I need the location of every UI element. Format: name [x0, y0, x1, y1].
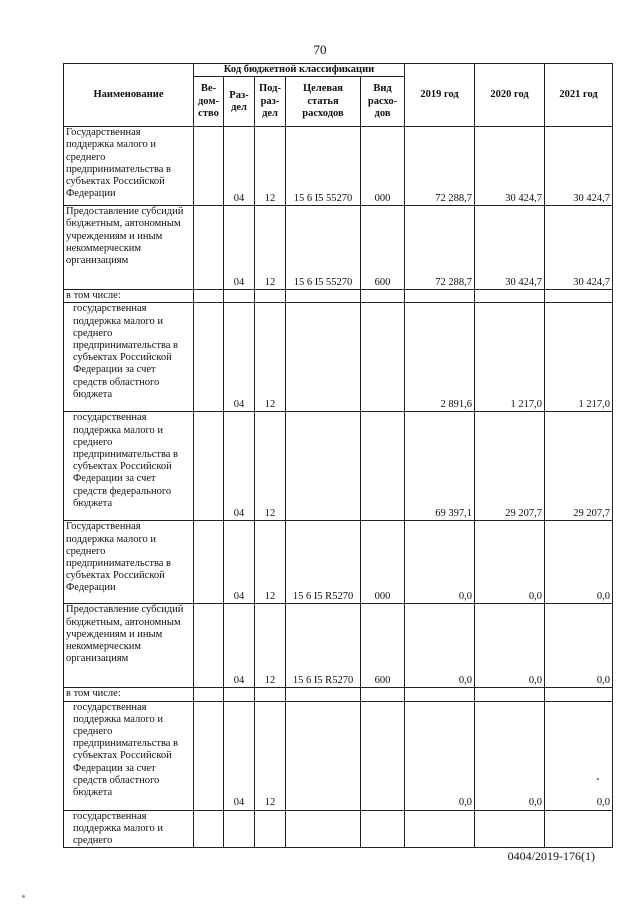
cell-value-2020 — [475, 810, 545, 848]
cell-value-2021: 1 217,0 — [545, 303, 613, 412]
page-number: 70 — [313, 42, 327, 57]
header-2019: 2019 год — [405, 64, 475, 127]
cell-vedomstvo — [194, 521, 224, 604]
header-vid-rashodov: Вид расхо-дов — [361, 77, 405, 127]
table-row — [64, 290, 613, 303]
cell-vid-rashodov: 000 — [361, 521, 405, 604]
cell-name: государственная поддержка малого и среднего предпринимательства в субъектах Российской Федерации за счет средств федерального бюджета — [64, 412, 194, 521]
cell-podrazdel: 12 — [255, 604, 286, 688]
table-row — [64, 521, 613, 604]
table-row — [64, 701, 613, 810]
cell-value-2021: 30 424,7 — [545, 127, 613, 206]
cell-value-2020: 0,0 — [475, 521, 545, 604]
table-row — [64, 688, 613, 701]
cell-vid-rashodov: 600 — [361, 604, 405, 688]
cell-value-2019: 0,0 — [405, 604, 475, 688]
cell-vedomstvo — [194, 688, 224, 701]
cell-name: в том числе: — [64, 290, 194, 303]
table-row — [64, 206, 613, 290]
budget-table — [63, 63, 613, 848]
cell-vedomstvo — [194, 604, 224, 688]
cell-podrazdel: 12 — [255, 701, 286, 810]
document-code: 0404/2019-176(1) — [507, 849, 595, 863]
header-budget-code: Код бюджетной классификации — [194, 64, 405, 77]
header-vedomstvo: Ве-дом-ство — [194, 77, 224, 127]
cell-razdel: 04 — [224, 701, 255, 810]
table-row — [64, 604, 613, 688]
cell-podrazdel — [255, 810, 286, 848]
header-razdel: Раз-дел — [224, 77, 255, 127]
cell-value-2021 — [545, 290, 613, 303]
table-body — [64, 127, 613, 848]
cell-vid-rashodov — [361, 303, 405, 412]
cell-value-2019: 2 891,6 — [405, 303, 475, 412]
table-row — [64, 127, 613, 206]
cell-celevaya-statya — [286, 688, 361, 701]
cell-vid-rashodov — [361, 290, 405, 303]
cell-name: государственная поддержка малого и среднего предпринимательства в субъектах Российской Федерации за счет средств областного бюджета — [64, 701, 194, 810]
header-podrazdel: Под-раз-дел — [255, 77, 286, 127]
scan-speck — [597, 778, 599, 780]
cell-razdel: 04 — [224, 521, 255, 604]
cell-value-2020: 0,0 — [475, 701, 545, 810]
cell-vid-rashodov: 600 — [361, 206, 405, 290]
cell-name: Предоставление субсидий бюджетным, автономным учреждениям и иным некоммерческим организациям — [64, 604, 194, 688]
cell-value-2021 — [545, 810, 613, 848]
cell-razdel — [224, 810, 255, 848]
cell-razdel: 04 — [224, 303, 255, 412]
cell-podrazdel: 12 — [255, 206, 286, 290]
cell-celevaya-statya: 15 6 I5 55270 — [286, 127, 361, 206]
cell-vid-rashodov — [361, 412, 405, 521]
cell-vid-rashodov — [361, 701, 405, 810]
cell-value-2021: 0,0 — [545, 604, 613, 688]
cell-value-2019 — [405, 290, 475, 303]
cell-value-2021: 0,0 — [545, 701, 613, 810]
cell-celevaya-statya: 15 6 I5 R5270 — [286, 521, 361, 604]
cell-razdel — [224, 290, 255, 303]
cell-vid-rashodov — [361, 688, 405, 701]
cell-podrazdel — [255, 688, 286, 701]
cell-podrazdel: 12 — [255, 303, 286, 412]
cell-value-2019: 72 288,7 — [405, 127, 475, 206]
cell-podrazdel: 12 — [255, 412, 286, 521]
header-celevaya-statya: Целевая статья расходов — [286, 77, 361, 127]
cell-vedomstvo — [194, 290, 224, 303]
cell-celevaya-statya — [286, 810, 361, 848]
cell-value-2021: 29 207,7 — [545, 412, 613, 521]
cell-vid-rashodov: 000 — [361, 127, 405, 206]
cell-celevaya-statya — [286, 701, 361, 810]
cell-name: государственная поддержка малого и среднего предпринимательства в субъектах Российской Федерации за счет средств областного бюджета — [64, 303, 194, 412]
cell-celevaya-statya: 15 6 I5 55270 — [286, 206, 361, 290]
header-2021: 2021 год — [545, 64, 613, 127]
cell-value-2020: 29 207,7 — [475, 412, 545, 521]
cell-celevaya-statya: 15 6 I5 R5270 — [286, 604, 361, 688]
cell-value-2021 — [545, 688, 613, 701]
table-row — [64, 303, 613, 412]
cell-name: в том числе: — [64, 688, 194, 701]
cell-value-2020: 30 424,7 — [475, 127, 545, 206]
cell-vedomstvo — [194, 127, 224, 206]
cell-name: Предоставление субсидий бюджетным, автономным учреждениям и иным некоммерческим организациям — [64, 206, 194, 290]
cell-podrazdel: 12 — [255, 127, 286, 206]
table-row — [64, 412, 613, 521]
cell-vedomstvo — [194, 701, 224, 810]
header-name: Наименование — [64, 64, 194, 127]
cell-value-2019: 0,0 — [405, 521, 475, 604]
cell-razdel: 04 — [224, 206, 255, 290]
cell-podrazdel: 12 — [255, 521, 286, 604]
cell-celevaya-statya — [286, 303, 361, 412]
cell-celevaya-statya — [286, 412, 361, 521]
cell-name: государственная поддержка малого и среднего — [64, 810, 194, 848]
cell-value-2019: 72 288,7 — [405, 206, 475, 290]
cell-value-2019 — [405, 810, 475, 848]
header-2020: 2020 год — [475, 64, 545, 127]
cell-razdel: 04 — [224, 127, 255, 206]
cell-podrazdel — [255, 290, 286, 303]
cell-celevaya-statya — [286, 290, 361, 303]
cell-name: Государственная поддержка малого и среднего предпринимательства в субъектах Российской Федерации — [64, 521, 194, 604]
cell-razdel — [224, 688, 255, 701]
cell-vedomstvo — [194, 206, 224, 290]
cell-value-2019: 0,0 — [405, 701, 475, 810]
table-row — [64, 810, 613, 848]
cell-vid-rashodov — [361, 810, 405, 848]
cell-value-2020: 1 217,0 — [475, 303, 545, 412]
cell-vedomstvo — [194, 810, 224, 848]
cell-value-2019 — [405, 688, 475, 701]
cell-value-2021: 30 424,7 — [545, 206, 613, 290]
cell-name: Государственная поддержка малого и среднего предпринимательства в субъектах Российской Федерации — [64, 127, 194, 206]
cell-value-2020: 30 424,7 — [475, 206, 545, 290]
cell-value-2020 — [475, 290, 545, 303]
cell-razdel: 04 — [224, 412, 255, 521]
cell-vedomstvo — [194, 412, 224, 521]
scan-dot — [22, 895, 25, 898]
cell-value-2020 — [475, 688, 545, 701]
cell-value-2021: 0,0 — [545, 521, 613, 604]
cell-value-2019: 69 397,1 — [405, 412, 475, 521]
cell-value-2020: 0,0 — [475, 604, 545, 688]
cell-vedomstvo — [194, 303, 224, 412]
cell-razdel: 04 — [224, 604, 255, 688]
